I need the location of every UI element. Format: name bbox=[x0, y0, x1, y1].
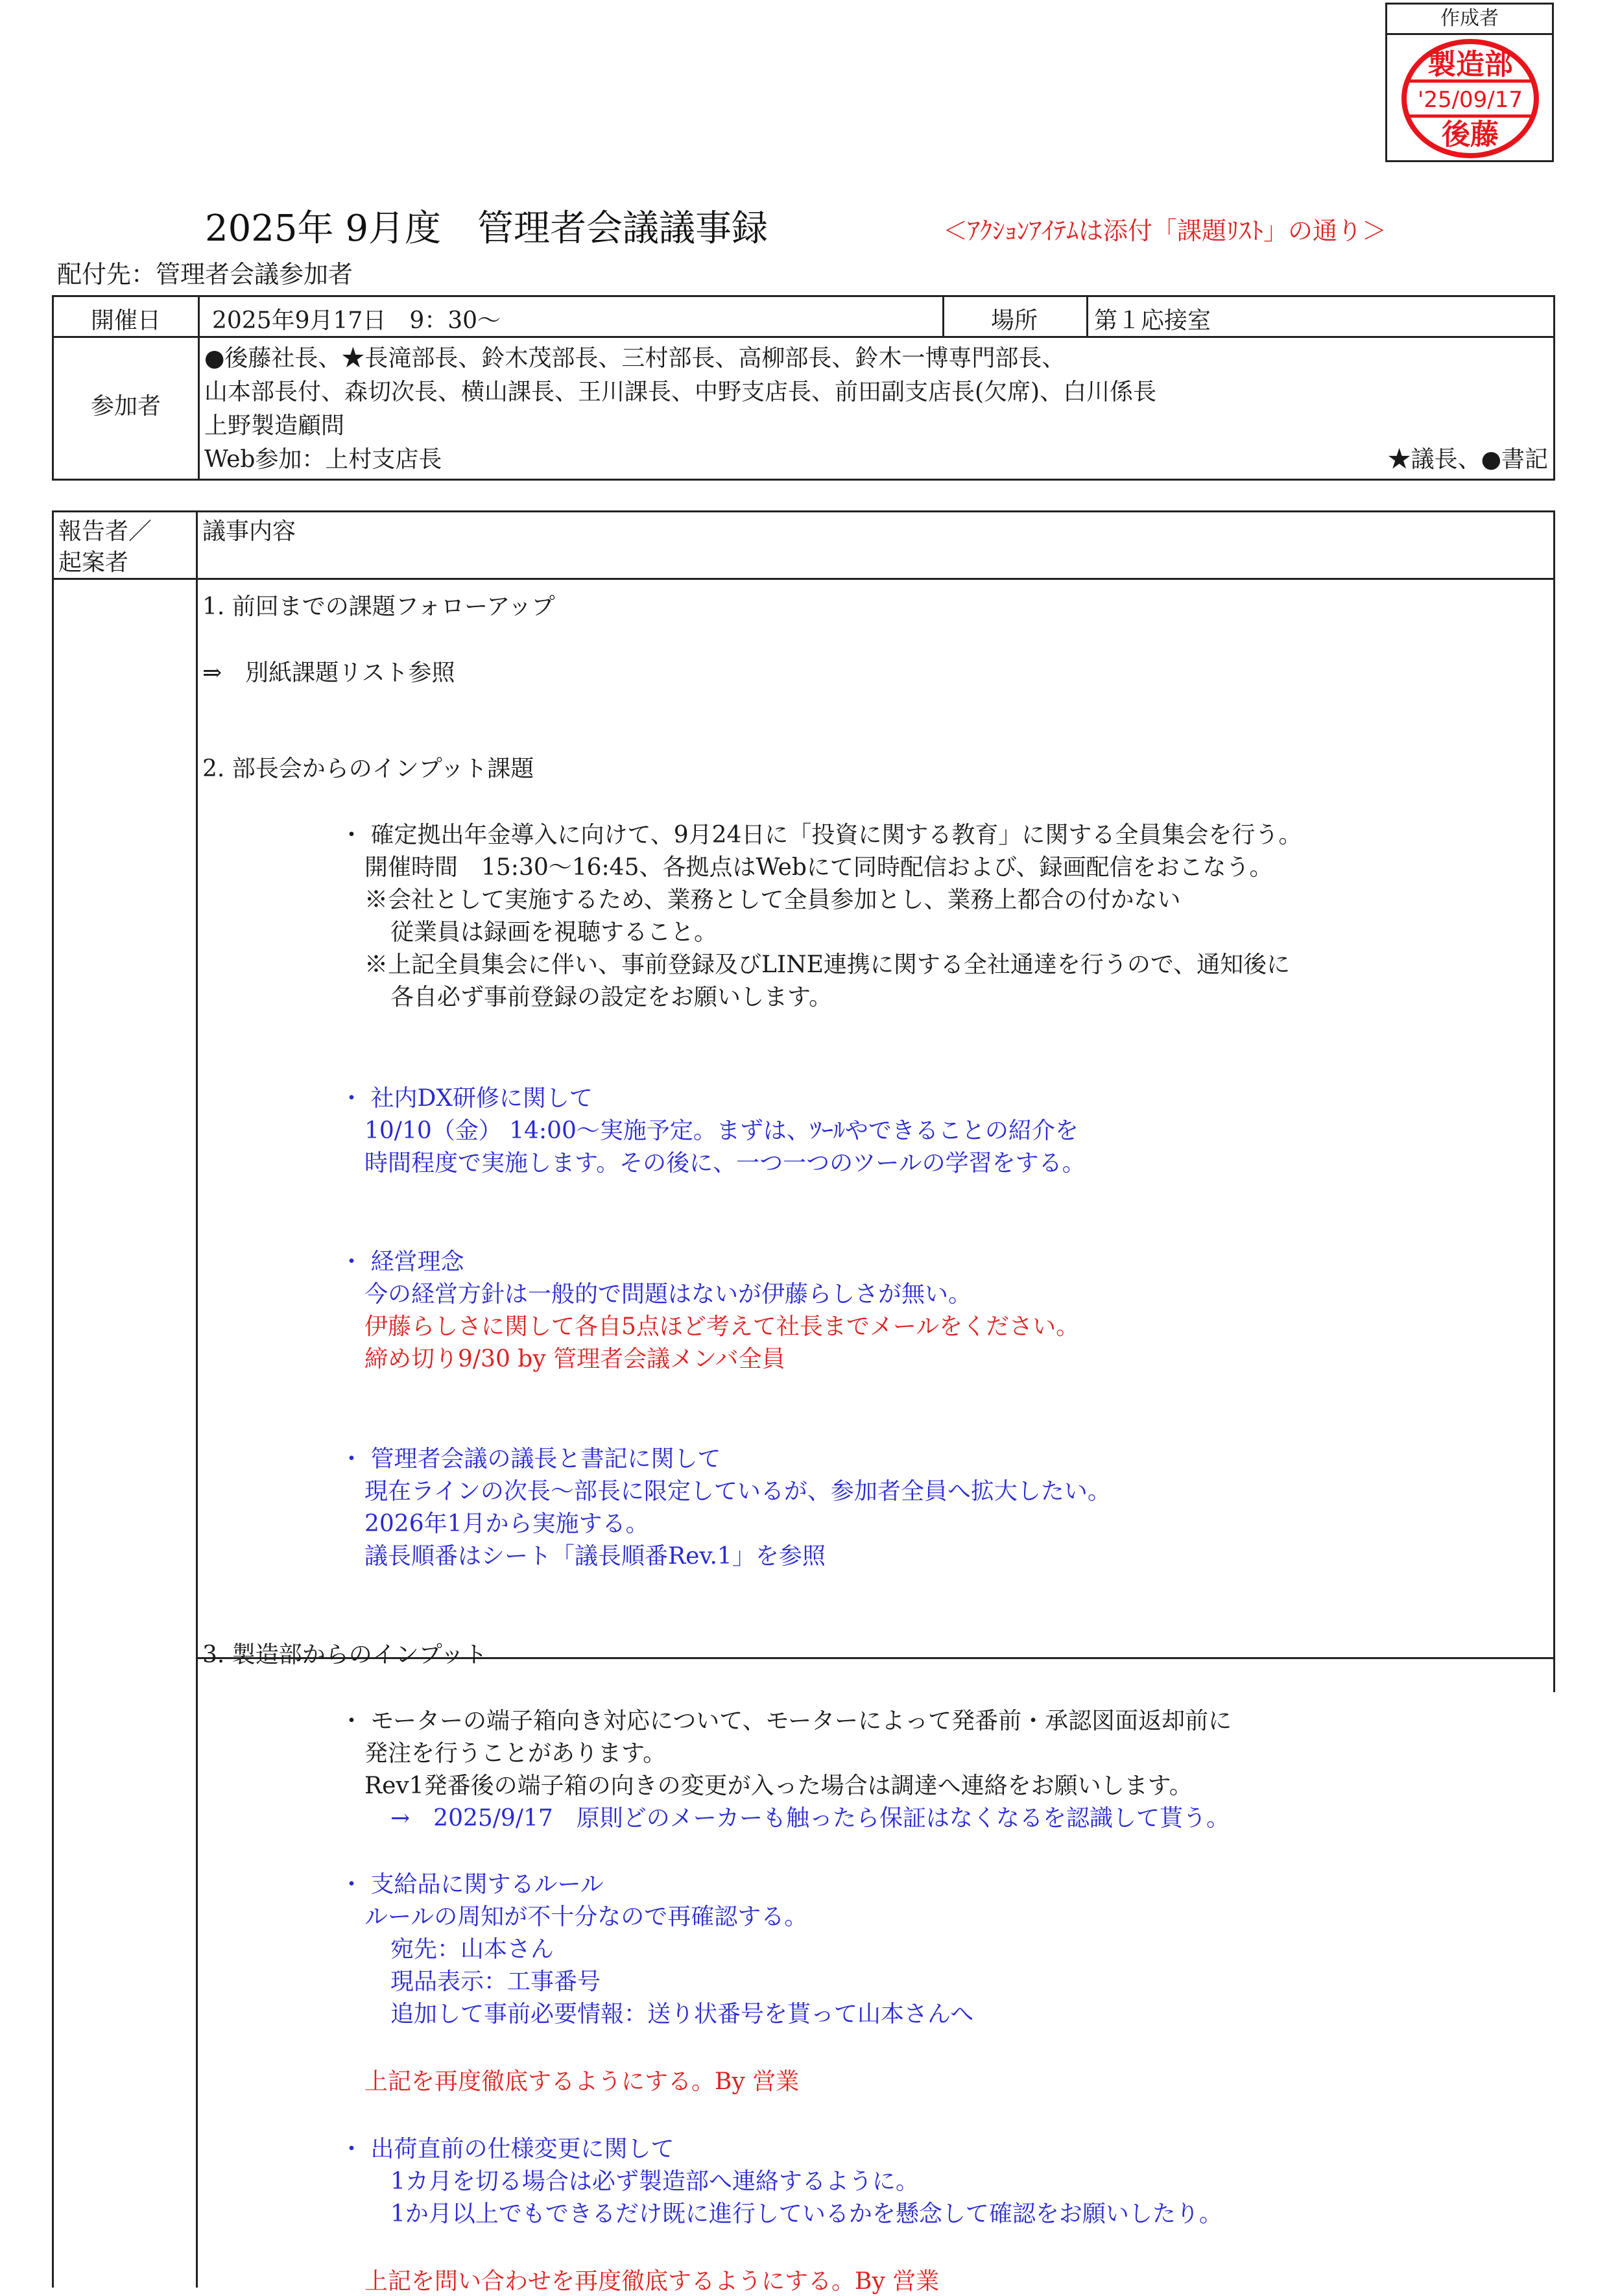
minutes-line: ※会社として実施するため、業務として全員参加とし、業務上都合の付かない bbox=[364, 887, 1181, 913]
minutes-line: 伊藤らしさに関して各自5点ほど考えて社長までメールをください。 bbox=[364, 1313, 1080, 1340]
minutes-line: 3. 製造部からのインプット bbox=[202, 1642, 488, 1668]
attendees-line: Web参加：上村支店長 bbox=[204, 446, 442, 473]
divider bbox=[1553, 510, 1555, 1692]
minutes-line: 宛先：山本さん bbox=[390, 1936, 554, 1963]
minutes-line: ルールの周知が不十分なので再確認する。 bbox=[364, 1904, 808, 1930]
minutes-line: 発注を行うことがあります。 bbox=[364, 1740, 667, 1767]
seal-name: 後藤 bbox=[1442, 118, 1499, 151]
minutes-line: ・ 確定拠出年金導入に向けて、9月24日に「投資に関する教育」に関する全員集会を行う。 bbox=[340, 822, 1302, 848]
minutes-line: 上記を問い合わせを再度徹底するようにする。By 営業 bbox=[364, 2268, 940, 2295]
attendees-label: 参加者 bbox=[90, 393, 161, 420]
divider bbox=[54, 336, 1553, 338]
reporter-header: 報告者／ bbox=[58, 518, 152, 545]
seal-date: '25/09/17 bbox=[1417, 87, 1523, 113]
minutes-line: 1カ月を切る場合は必ず製造部へ連絡するように。 bbox=[390, 2168, 919, 2195]
role-legend: ★議長、●書記 bbox=[1387, 446, 1548, 473]
content-header: 議事内容 bbox=[202, 518, 296, 545]
minutes-line: ・ 支給品に関するルール bbox=[340, 1871, 604, 1898]
minutes-line: 今の経営方針は一般的で問題はないが伊藤らしさが無い。 bbox=[364, 1281, 972, 1308]
page-title: 2025年 9月度 管理者会議議事録 bbox=[205, 208, 768, 250]
minutes-line: ・ 社内DX研修に関して bbox=[340, 1085, 593, 1112]
divider bbox=[52, 510, 54, 2288]
minutes-line: ⇒ 別紙課題リスト参照 bbox=[202, 660, 455, 686]
minutes-line: 時間程度で実施します。その後に、一つ一つのツールの学習をする。 bbox=[364, 1150, 1086, 1177]
minutes-content-table bbox=[52, 510, 1555, 2295]
minutes-line: 各自必ず事前登録の設定をお願いします。 bbox=[390, 984, 833, 1010]
date-value: 2025年9月17日 9：30～ bbox=[212, 307, 501, 334]
author-stamp-box bbox=[1385, 3, 1554, 162]
minutes-line: 1か月以上でもできるだけ既に進行しているかを懸念して確認をお願いしたり。 bbox=[390, 2201, 1222, 2227]
minutes-line: ・ 出荷直前の仕様変更に関して bbox=[340, 2136, 674, 2162]
minutes-line: ・ 管理者会議の議長と書記に関して bbox=[340, 1446, 721, 1472]
minutes-line: 従業員は録画を視聴すること。 bbox=[390, 919, 718, 946]
minutes-line: ※上記全員集会に伴い、事前登録及びLINE連携に関する全社通達を行うので、通知後に bbox=[364, 951, 1291, 978]
stamp-header: 作成者 bbox=[1387, 5, 1552, 35]
minutes-line: 締め切り9/30 by 管理者会議メンバ全員 bbox=[364, 1346, 785, 1372]
seal-dept: 製造部 bbox=[1427, 48, 1513, 81]
attendees-line: 山本部長付、森切次長、横山課長、王川課長、中野支店長、前田副支店長(欠席)、白川係長 bbox=[204, 379, 1157, 405]
attendees-line: 上野製造顧問 bbox=[204, 413, 345, 439]
divider bbox=[52, 578, 1555, 580]
place-label: 場所 bbox=[990, 307, 1038, 334]
distribution-list: 配付先：管理者会議参加者 bbox=[57, 260, 353, 289]
action-item-note: ＜ｱｸｼｮﾝｱｲﾃﾑは添付「課題ﾘｽﾄ」の通り＞ bbox=[943, 217, 1387, 245]
divider bbox=[196, 510, 198, 2288]
minutes-line: 上記を再度徹底するようにする。By 営業 bbox=[364, 2068, 800, 2095]
minutes-line: 現品表示：工事番号 bbox=[390, 1968, 601, 1995]
minutes-line: → 2025/9/17 原則どのメーカーも触ったら保証はなくなるを認識して貰う。 bbox=[390, 1805, 1230, 1832]
divider bbox=[52, 510, 1555, 512]
minutes-line: 議長順番はシート「議長順番Rev.1」を参照 bbox=[364, 1543, 826, 1570]
approval-seal bbox=[1400, 38, 1540, 159]
minutes-line: 追加して事前必要情報：送り状番号を貰って山本さんへ bbox=[390, 2001, 974, 2027]
minutes-line: 2026年1月から実施する。 bbox=[364, 1511, 649, 1537]
minutes-line: 2. 部長会からのインプット課題 bbox=[202, 756, 534, 782]
minutes-line: ・ モーターの端子箱向き対応について、モーターによって発番前・承認図面返却前に bbox=[340, 1708, 1232, 1734]
minutes-line: 開催時間 15:30～16:45、各拠点はWebにて同時配信および、録画配信をおこなう。 bbox=[364, 854, 1273, 881]
divider bbox=[1086, 297, 1088, 336]
minutes-line: ・ 経営理念 bbox=[340, 1249, 464, 1275]
meeting-info-table bbox=[52, 295, 1555, 481]
reporter-header: 起案者 bbox=[58, 549, 129, 576]
divider bbox=[198, 297, 200, 479]
attendees-line: ●後藤社長、★長滝部長、鈴木茂部長、三村部長、高柳部長、鈴木一博専門部長、 bbox=[204, 345, 1066, 372]
minutes-line: 10/10（金） 14:00～実施予定。まずは、ﾂｰﾙやできることの紹介を bbox=[364, 1118, 1079, 1144]
minutes-line: Rev1発番後の端子箱の向きの変更が入った場合は調達へ連絡をお願いします。 bbox=[364, 1773, 1193, 1799]
minutes-line: 1. 前回までの課題フォローアップ bbox=[202, 593, 555, 620]
minutes-line: 現在ラインの次長～部長に限定しているが、参加者全員へ拡大したい。 bbox=[364, 1478, 1111, 1505]
date-label: 開催日 bbox=[90, 307, 161, 334]
place-value: 第１応接室 bbox=[1094, 307, 1211, 334]
